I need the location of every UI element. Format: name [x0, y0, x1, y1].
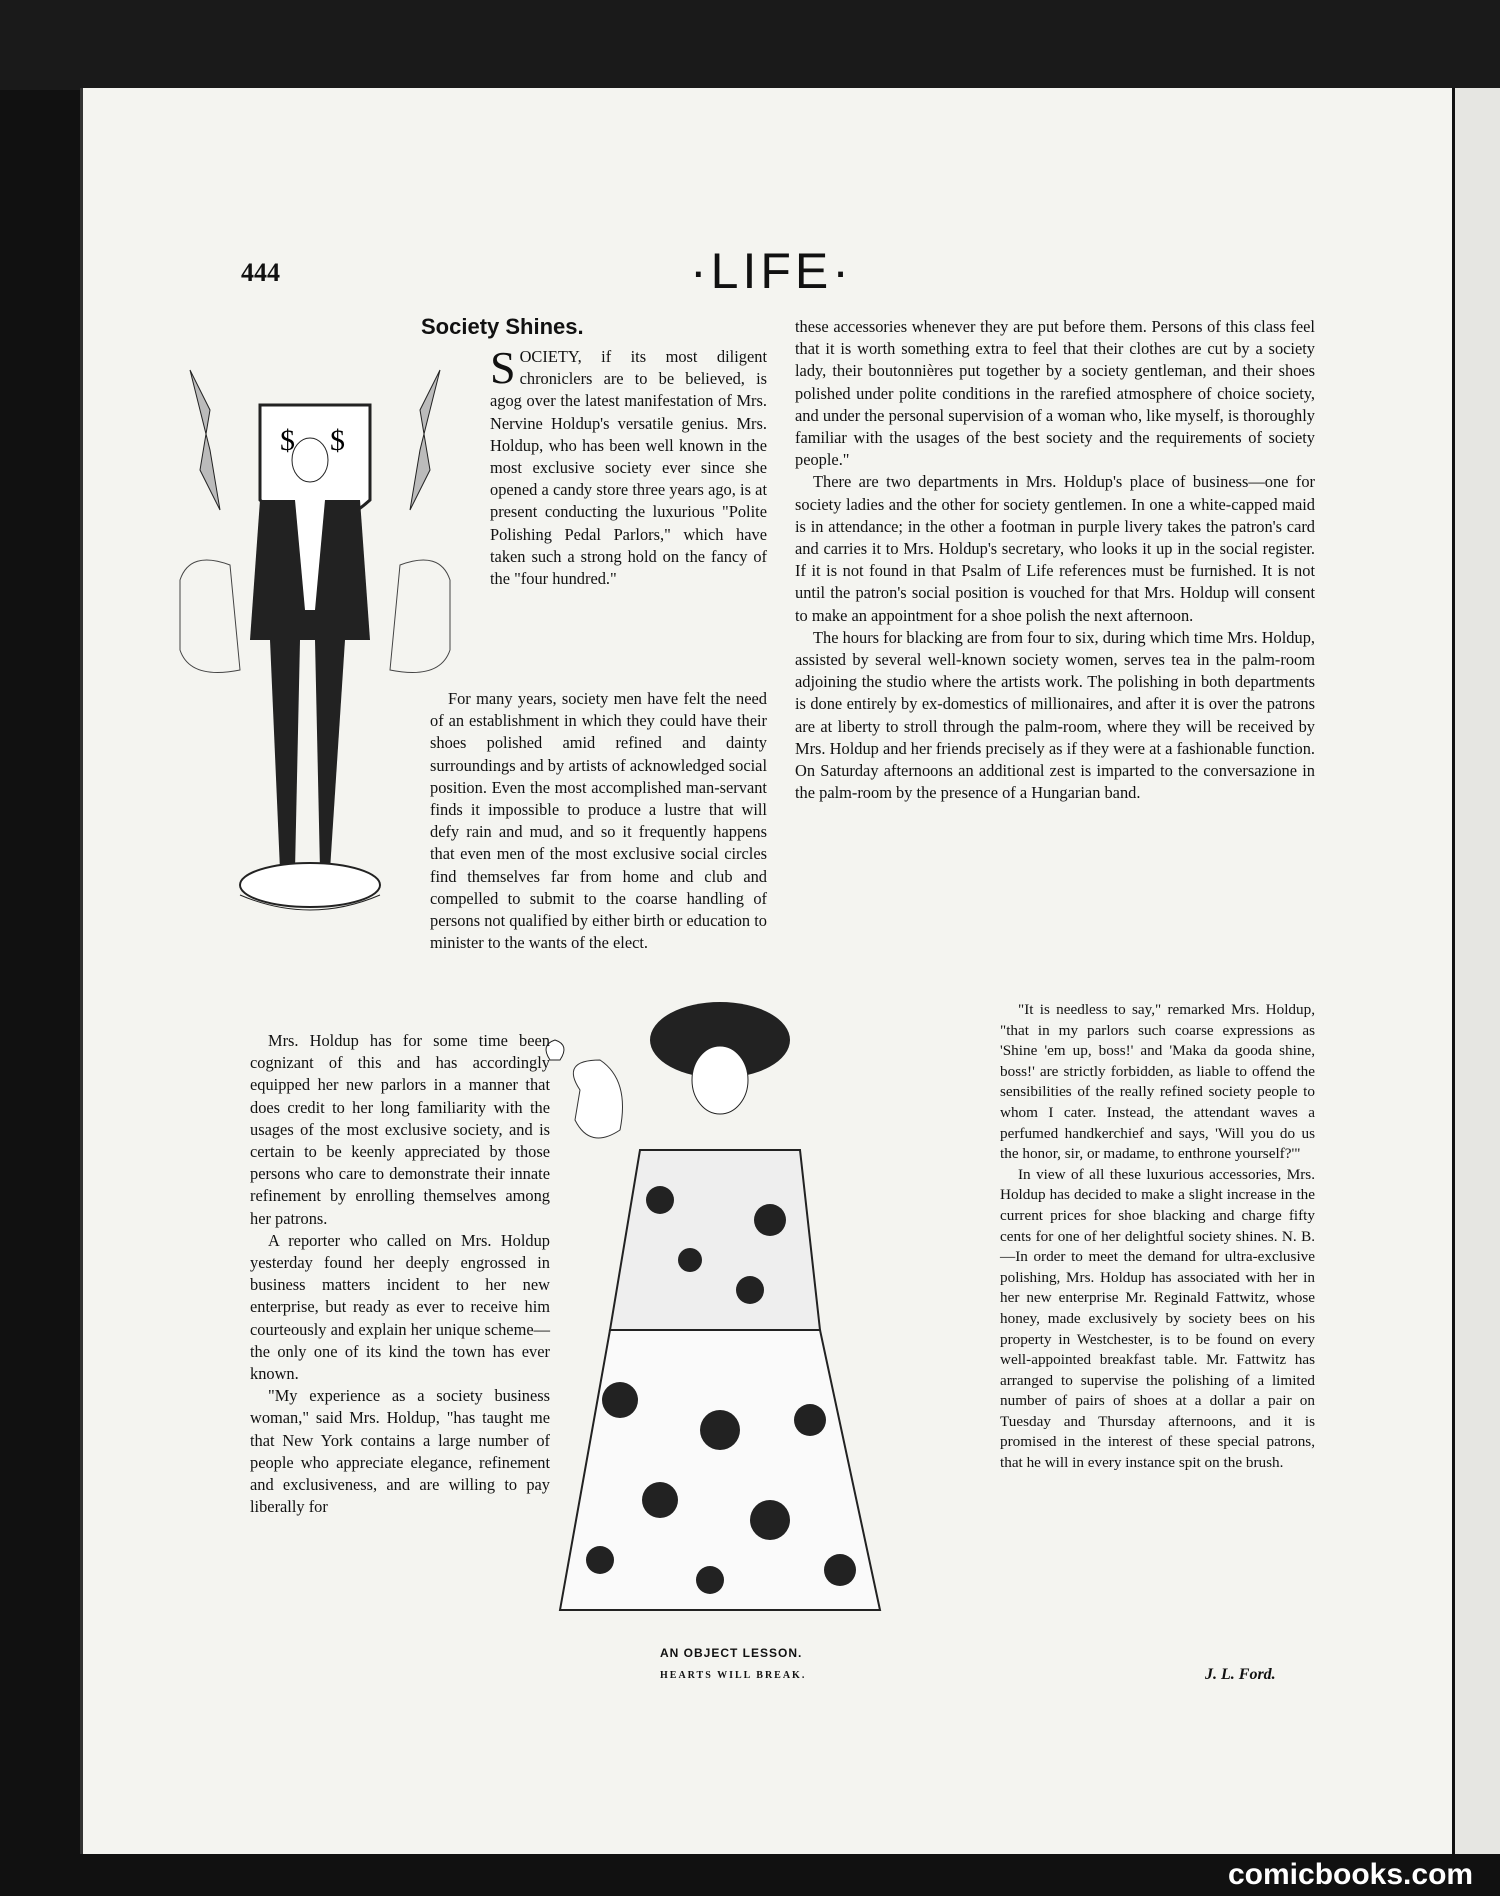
illustration-caption: AN OBJECT LESSON.	[660, 1646, 803, 1660]
column-left-mid	[430, 688, 767, 954]
page-number: 444	[241, 258, 280, 287]
author-signature: J. L. Ford.	[1205, 1666, 1276, 1683]
paragraph-8: The hours for blacking are from four to six, during which time Mrs. Holdup, assisted by several well-known society women, serves tea in the palm-room adjoining the studio where the artists work. The polishing in both departments is done entirely by ex-domestics of millionaires, and after it is over the patrons are at liberty to stroll through the palm-room, where they will be received by Mrs. Holdup and her friends precisely as if they were at a fashionable function. On Saturday afternoons an additional zest is imparted to the conversazione in the palm-room by the presence of a Hungarian band.	[795, 627, 1315, 803]
svg-text:$: $	[280, 424, 295, 457]
article-title: Society Shines.	[421, 314, 584, 339]
masthead-life: ·LIFE·	[690, 243, 853, 299]
column-right	[795, 316, 1315, 804]
lady-cupid-illustration	[520, 1000, 1000, 1630]
column-right-lower	[1000, 1000, 1315, 1474]
paragraph-10: In view of all these luxurious accessories, Mrs. Holdup has decided to make a slight increase in the current prices for shoe blacking and charge fifty cents for one of her delightful society shines. N. B.—In order to meet the demand for ultra-exclusive polishing, Mrs. Holdup has associated with her in her new enterprise Mr. Reginald Fattwitz, whose honey, made exclusively by society bees on his property in Westchester, is to be found on every well-appointed breakfast table. Mr. Fattwitz has arranged to supervise the polishing of a limited number of pairs of shoes at a dollar a pair on Tuesday and Thursday afternoons, and it is promised in the interest of these special patrons, that he will in every instance spit on the brush.	[1000, 1165, 1315, 1472]
gentleman-crest-illustration	[170, 350, 460, 920]
facing-page-edge	[1452, 88, 1500, 1854]
illustration-subcaption: HEARTS WILL BREAK.	[660, 1670, 807, 1681]
paragraph-4: A reporter who called on Mrs. Holdup yesterday found her deeply engrossed in business matters incident to her new enterprise, but ready as ever to receive him courteously and explain her unique scheme—the only one of its kind the town has ever known.	[250, 1230, 550, 1384]
paragraph-7: There are two departments in Mrs. Holdup's place of business—one for society ladies and the other for society gentlemen. In one a white-capped maid is in attendance; in the other a footman in purple livery takes the patron's card and carries it to Mrs. Holdup's secretary, who looks it up in the social register. If it is not found in that Psalm of Life references must be furnished. It is not until the patron's social position is vouched for that Mrs. Holdup will consent to make an appointment for a shoe polish the next afternoon.	[795, 472, 1315, 625]
svg-text:$: $	[330, 424, 345, 457]
column-left-top	[490, 342, 767, 590]
paragraph-5: "My experience as a society business woman," said Mrs. Holdup, "has taught me that New York contains a large number of people who appreciate elegance, refinement and exclusiveness, and are willing to pay liberally for	[250, 1386, 550, 1517]
paragraph-6: these accessories whenever they are put before them. Persons of this class feel that it is worth something extra to feel that their clothes are cut by a society lady, their boutonnières put together by a society gentleman, and their shoes polished under polite conditions in the rarefied atmosphere of choice society, and under the personal supervision of a woman who, like myself, is thoroughly familiar with the usages of the best society and the requirements of society people."	[795, 317, 1315, 470]
paragraph-3: Mrs. Holdup has for some time been cognizant of this and has accordingly equipped her new parlors in a manner that does credit to her long familiarity with the usages of the most exclusive society, and is certain to be keenly appreciated by those persons who care to demonstrate their innate refinement by enrolling themselves among her patrons.	[250, 1031, 550, 1228]
column-left-bottom	[250, 1030, 550, 1518]
paragraph-2: For many years, society men have felt the need of an establishment in which they could have their shoes polished amid refined and dainty surroundings and by artists of acknowledged social position. Even the most accomplished man-servant finds it impossible to produce a lustre that will defy rain and mud, and so it frequently happens that even men of the most exclusive social circles find themselves far from home and club and compelled to submit to the coarse handling of persons not qualified by either birth or education to minister to the wants of the elect.	[430, 689, 767, 953]
paragraph-9: "It is needless to say," remarked Mrs. Holdup, "that in my parlors such coarse expressions as 'Shine 'em up, boss!' and 'Maka da gooda shine, boss!' are strictly forbidden, as liable to offend the sensibilities of the really refined society people to whom I cater. Instead, the attendant waves a perfumed handkerchief and says, 'Will you do us the honor, sir, or madame, to enthrone yourself?'"	[1000, 1001, 1315, 1163]
paragraph-1: OCIETY, if its most diligent chroniclers are to be believed, is agog over the latest manifestation of Mrs. Nervine Holdup's versatile genius. Mrs. Holdup, who has been well known in the most exclusive society ever since she opened a candy store three years ago, is at present conducting the luxurious "Polite Polishing Pedal Parlors," which have taken such a strong hold on the fancy of the "four hundred."	[490, 347, 767, 589]
scan-top-border	[0, 0, 1500, 90]
dropcap-letter: S	[490, 342, 516, 393]
watermark: comicbooks.com	[1228, 1858, 1474, 1891]
